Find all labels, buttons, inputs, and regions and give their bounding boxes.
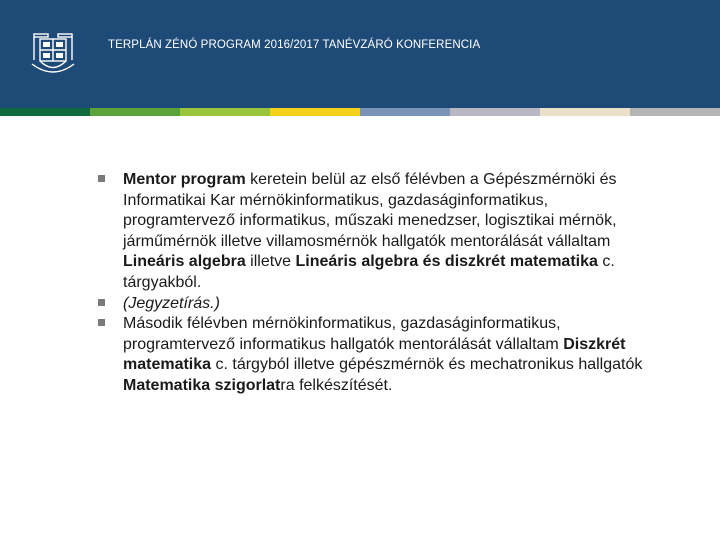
stripe-segment bbox=[540, 108, 630, 116]
bullet-text-segment: Lineáris algebra és diszkrét matematika bbox=[295, 253, 598, 271]
bullet-text-segment: Diszkrét matematika bbox=[123, 335, 626, 374]
stripe-segment bbox=[90, 108, 180, 116]
bullet-text-segment: illetve bbox=[245, 253, 296, 271]
bullet-item bbox=[95, 314, 655, 396]
stripe-segment bbox=[270, 108, 360, 116]
bullet-item bbox=[95, 294, 655, 315]
page-title: TERPLÁN ZÉNÓ PROGRAM 2016/2017 TANÉVZÁRÓ KONFERENCIA bbox=[108, 39, 481, 51]
stripe-segment bbox=[360, 108, 450, 116]
stripe-segment bbox=[450, 108, 540, 116]
bullet-text-segment: ra felkészítését. bbox=[280, 376, 393, 394]
university-crest-icon bbox=[28, 30, 78, 80]
bullet-text-segment: c. tárgyból illetve gépészmérnök és mechatronikus hallgatók bbox=[211, 356, 643, 374]
color-stripe bbox=[0, 108, 720, 116]
header-bar bbox=[0, 0, 720, 108]
bullet-text-segment: Lineáris algebra bbox=[123, 253, 246, 271]
bullet-text-segment: Mentor program bbox=[123, 171, 246, 188]
stripe-segment bbox=[630, 108, 720, 116]
bullet-square-icon bbox=[98, 299, 105, 306]
bullet-text-segment: Matematika szigorlat bbox=[123, 376, 281, 394]
stripe-segment bbox=[180, 108, 270, 116]
bullet-list bbox=[95, 170, 655, 397]
bullet-square-icon bbox=[98, 319, 105, 326]
bullet-text-segment: Második félévben mérnökinformatikus, gazdaságinformatikus, programtervező informatikus hallgatók mentorálását vállaltam bbox=[123, 315, 564, 353]
stripe-segment bbox=[0, 108, 90, 116]
bullet-text-segment: (Jegyzetírás.) bbox=[123, 294, 220, 312]
bullet-text-segment: c. tárgyakból. bbox=[123, 253, 615, 291]
bullet-item bbox=[95, 170, 655, 294]
bullet-text-segment: keretein belül az első félévben a Gépészmérnöki és Informatikai Kar mérnökinformatikus, gazdaságinformatikus, programtervező informatikus, műszaki menedzser, logisztikai mérnök, járműmérnök illetve villamosmérnök hallgatók mentorálását vállaltam bbox=[123, 171, 617, 250]
bullet-square-icon bbox=[98, 175, 105, 182]
